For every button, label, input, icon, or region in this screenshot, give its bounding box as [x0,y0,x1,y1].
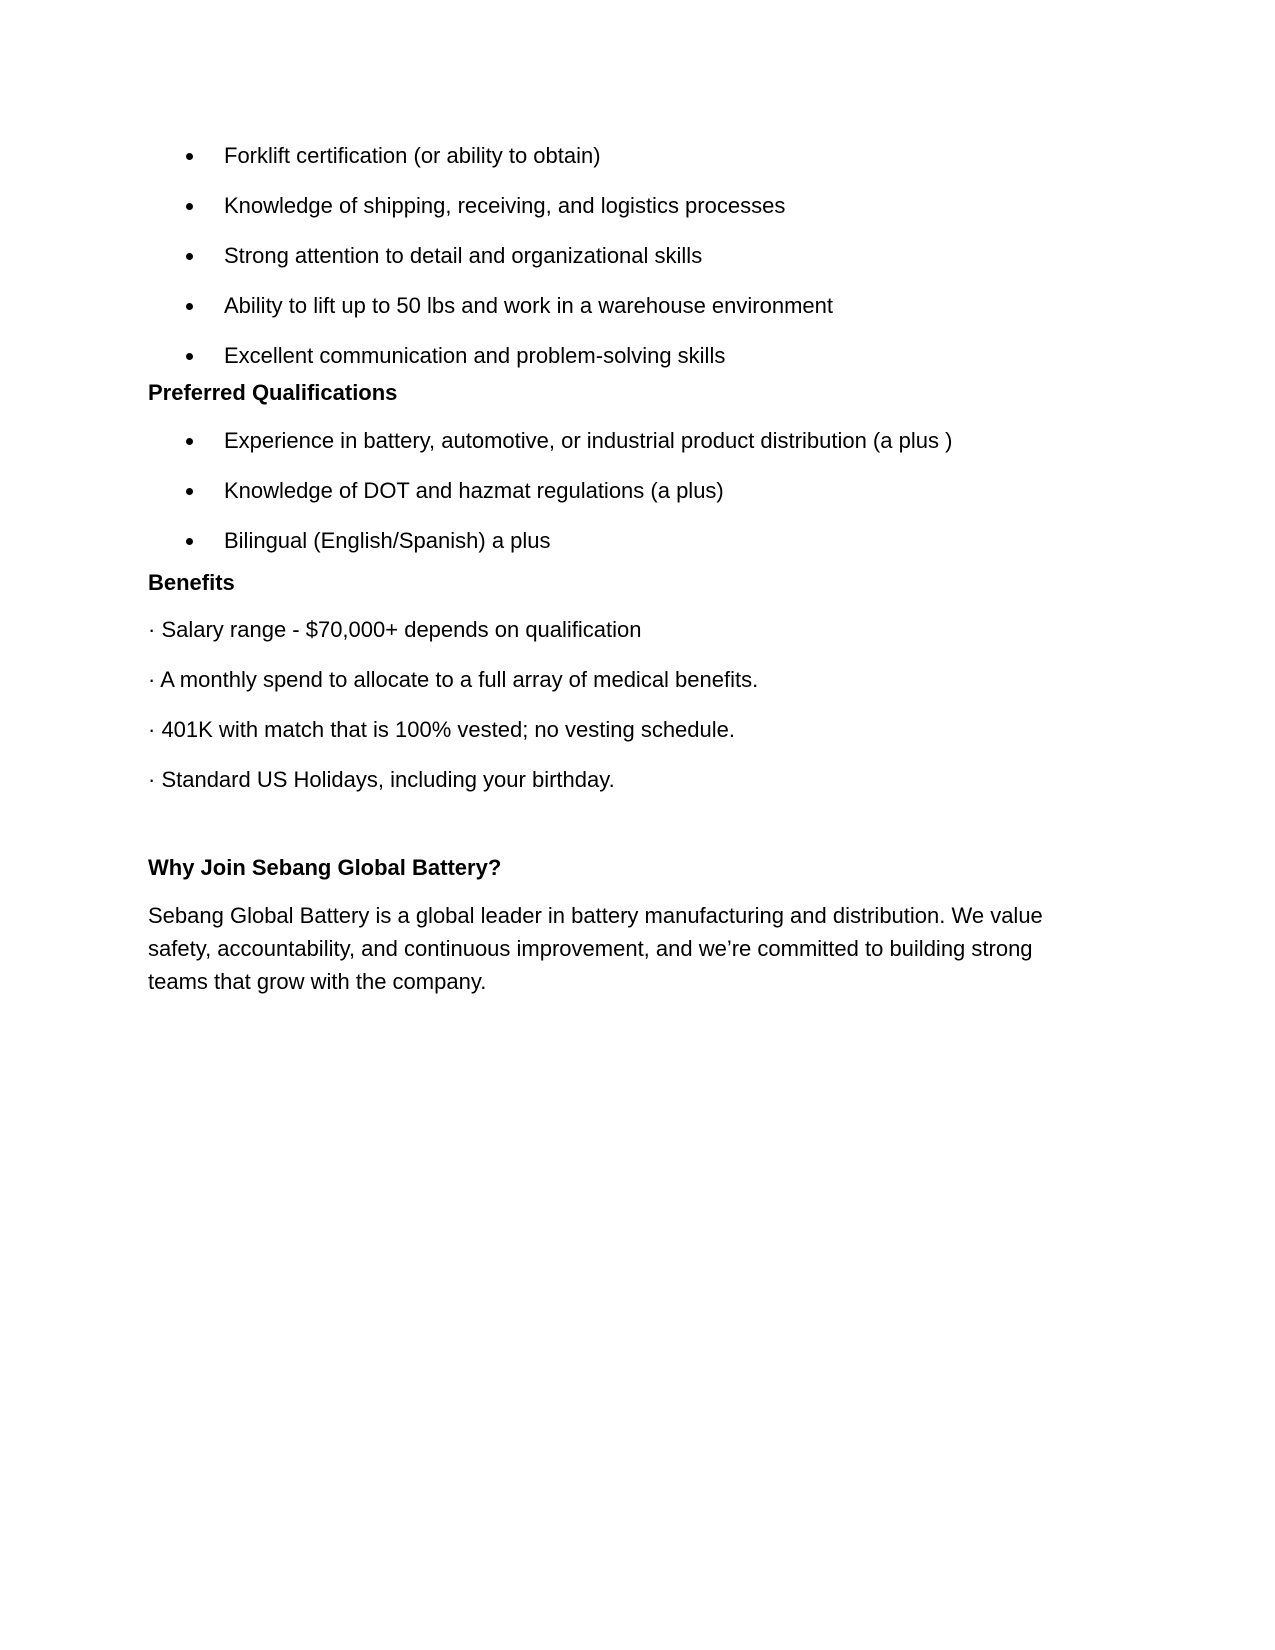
list-item-text: Knowledge of shipping, receiving, and logistics processes [224,193,786,218]
bullet-icon [186,253,193,260]
bullet-icon [186,353,193,360]
required-qualifications-list [148,141,1128,391]
why-join-heading: Why Join Sebang Global Battery? [148,855,502,880]
preferred-qualifications-list [148,426,1128,576]
list-item [148,476,1128,526]
why-join-paragraph: Sebang Global Battery is a global leader in battery manufacturing and distribution. We value safety, accountability, and continuous improvement, and we’re committed to building strong teams that grow with the company. [148,903,1043,994]
benefit-item: · Salary range - $70,000+ depends on qualification [148,617,642,642]
list-item-text: Bilingual (English/Spanish) a plus [224,528,551,553]
benefit-item: · Standard US Holidays, including your birthday. [148,767,615,792]
list-item [148,241,1128,291]
bullet-icon [186,488,193,495]
list-item-text: Ability to lift up to 50 lbs and work in a warehouse environment [224,293,833,318]
list-item [148,426,1128,476]
list-item-text: Strong attention to detail and organizational skills [224,243,703,268]
benefit-item: · 401K with match that is 100% vested; no vesting schedule. [148,717,735,742]
benefits-heading: Benefits [148,570,235,595]
bullet-icon [186,438,193,445]
list-item-text: Experience in battery, automotive, or industrial product distribution (a plus ) [224,428,953,453]
list-item [148,291,1128,341]
bullet-icon [186,303,193,310]
benefits-list [148,615,1128,815]
list-item [148,191,1128,241]
benefit-item: · A monthly spend to allocate to a full array of medical benefits. [148,667,759,692]
list-item-text: Knowledge of DOT and hazmat regulations (a plus) [224,478,724,503]
bullet-icon [186,203,193,210]
list-item [148,526,1128,576]
preferred-qualifications-heading: Preferred Qualifications [148,380,398,405]
bullet-icon [186,538,193,545]
list-item-text: Excellent communication and problem-solving skills [224,343,726,368]
list-item-text: Forklift certification (or ability to obtain) [224,143,601,168]
list-item [148,141,1128,191]
bullet-icon [186,153,193,160]
